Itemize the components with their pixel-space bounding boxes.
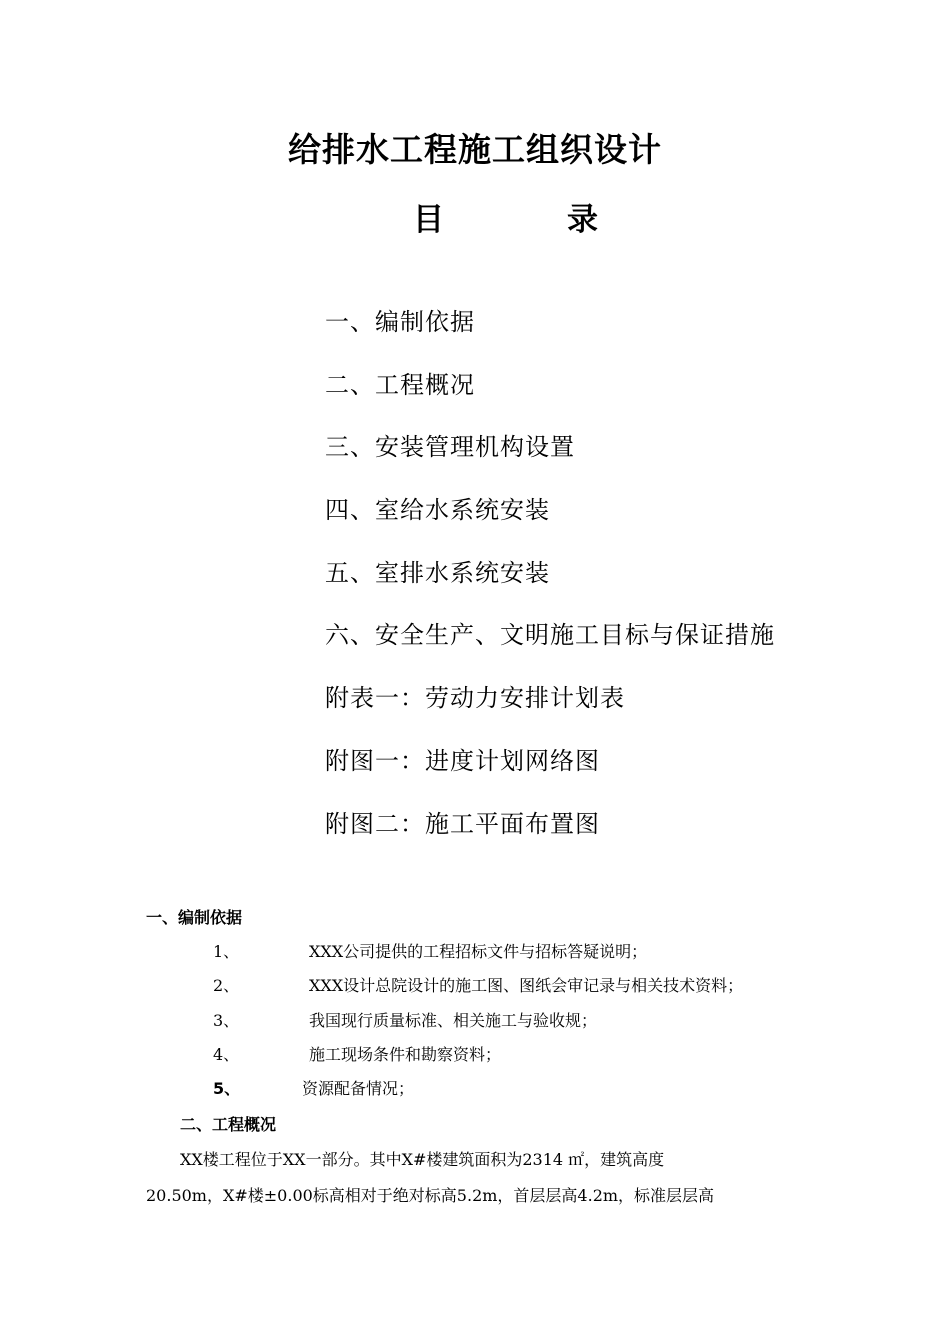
toc-heading [0,198,950,242]
list-item-text: 资源配备情况； [302,1079,415,1099]
list-item-text: 施工现场条件和勘察资料； [309,1044,502,1064]
toc-item: 四、室给水系统安装 [325,496,550,525]
overview-paragraph-line-2: 20.50m，X#楼±0.00标高相对于绝对标高5.2m，首层层高4.2m，标准层层高 [146,1186,715,1205]
basis-list [213,940,743,1111]
list-item-number: 3、 [213,1010,240,1030]
toc-item: 五、室排水系统安装 [325,558,550,587]
list-item-number: 4、 [213,1044,240,1064]
toc-item: 附图二：施工平面布置图 [325,809,600,838]
toc-item: 三、安装管理机构设置 [325,433,575,462]
list-item-text: XXX设计总院设计的施工图、图纸会审记录与相关技术资料； [309,976,744,996]
table-of-contents [325,304,775,868]
list-item-number: 2、 [213,976,240,996]
list-item [213,940,743,974]
list-item-number: 1、 [213,942,240,961]
list-item [213,974,743,1008]
section-heading-basis: 一、编制依据 [146,908,243,927]
section-heading-overview: 二、工程概况 [180,1115,277,1134]
toc-item: 二、工程概况 [325,370,475,399]
toc-item: 附表一：劳动力安排计划表 [325,684,625,713]
list-item-number: 5、 [213,1079,241,1099]
list-item-text: XXX公司提供的工程招标文件与招标答疑说明； [309,942,648,961]
toc-heading-char-2: 录 [567,202,598,238]
document-title: 给排水工程施工组织设计 [288,130,662,169]
list-item [213,1009,743,1043]
list-item [213,1077,743,1111]
list-item [213,1043,743,1077]
toc-item: 六、安全生产、文明施工目标与保证措施 [325,621,775,650]
toc-item: 一、编制依据 [325,308,475,336]
overview-paragraph-line-1: XX楼工程位于XX一部分。其中X#楼建筑面积为2314 ㎡，建筑高度 [180,1150,665,1169]
toc-item: 附图一：进度计划网络图 [325,746,600,775]
toc-heading-char-1: 目 [413,202,444,238]
list-item-text: 我国现行质量标准、相关施工与验收规； [309,1010,598,1030]
